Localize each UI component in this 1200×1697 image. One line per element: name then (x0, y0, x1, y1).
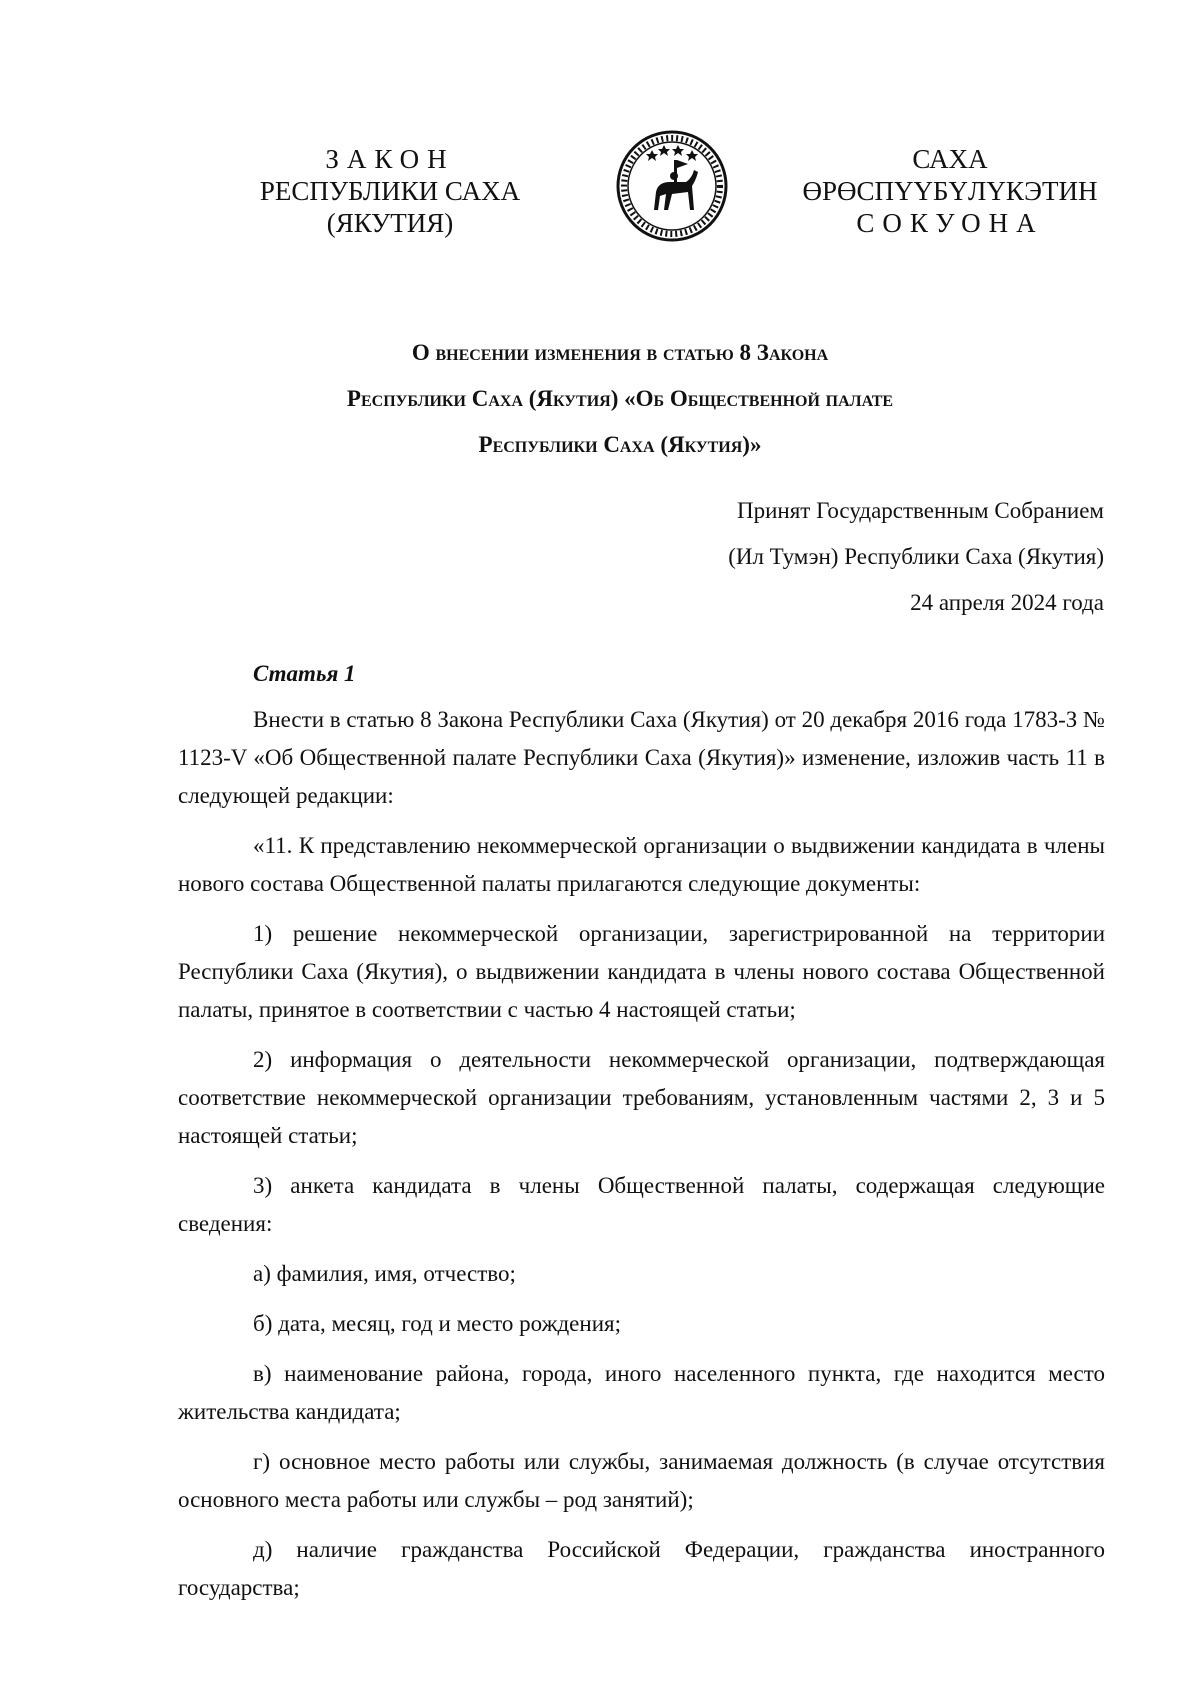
article-body (178, 655, 1105, 1619)
article-paragraph: г) основное место работы или службы, занимаемая должность (в случае отсутствия основного места работы или службы – род занятий); (178, 1449, 1105, 1512)
law-title-line: Республики Саха (Якутия) «Об Общественной палате (346, 386, 894, 411)
coat-of-arms-emblem-icon (616, 130, 728, 242)
article-paragraph: д) наличие гражданства Российской Федерации, гражданства иностранного государства; (178, 1537, 1105, 1600)
article-paragraph: 3) анкета кандидата в члены Общественной палаты, содержащая следующие сведения: (178, 1173, 1105, 1236)
header-left-title: ЗАКОН (325, 144, 455, 174)
header-right-title: САХА ӨРӨСПҮҮБҮЛҮКЭТИН (802, 144, 1098, 206)
adoption-date: 24 апреля 2024 года (910, 590, 1104, 615)
article-paragraph: «11. К представлению некоммерческой организации о выдвижении кандидата в члены нового состава Общественной палаты прилагаются следующие документы: (178, 833, 1105, 896)
article-paragraph: а) фамилия, имя, отчество; (253, 1261, 516, 1286)
header-right-subtitle: СОКУОНА (856, 208, 1044, 238)
law-title (180, 330, 1060, 468)
article-heading: Статья 1 (253, 661, 356, 686)
adoption-line: Принят Государственным Собранием (736, 498, 1104, 523)
law-title-line: Республики Саха (Якутия)» (478, 432, 762, 457)
article-paragraph: в) наименование района, города, иного населенного пункта, где находится место жительства кандидата; (178, 1361, 1105, 1424)
adoption-line: (Ил Тумэн) Республики Саха (Якутия) (728, 544, 1104, 569)
article-paragraph: 1) решение некоммерческой организации, зарегистрированной на территории Республики Саха (Якутия), о выдвижении кандидата в члены нового состава Общественной палаты, принятое в соответствии с частью 4 настоящей статьи; (178, 921, 1105, 1022)
article-paragraph: б) дата, месяц, год и место рождения; (253, 1311, 621, 1336)
article-paragraph: 2) информация о деятельности некоммерческой организации, подтверждающая соответствие некоммерческой организации требованиям, установленным частями 2, 3 и 5 настоящей статьи; (178, 1047, 1105, 1148)
header-left (205, 143, 575, 239)
header-left-subtitle: РЕСПУБЛИКИ САХА (ЯКУТИЯ) (259, 176, 521, 238)
law-title-line: О внесении изменения в статью 8 Закона (411, 340, 829, 365)
header-right (765, 143, 1135, 239)
article-paragraph: Внести в статью 8 Закона Республики Саха (Якутия) от 20 декабря 2016 года 1783-З № 1123-V «Об Общественной палате Республики Саха (Якутия)» изменение, изложив часть 11 в следующей редакции: (178, 707, 1105, 808)
adoption-note (728, 488, 1104, 626)
